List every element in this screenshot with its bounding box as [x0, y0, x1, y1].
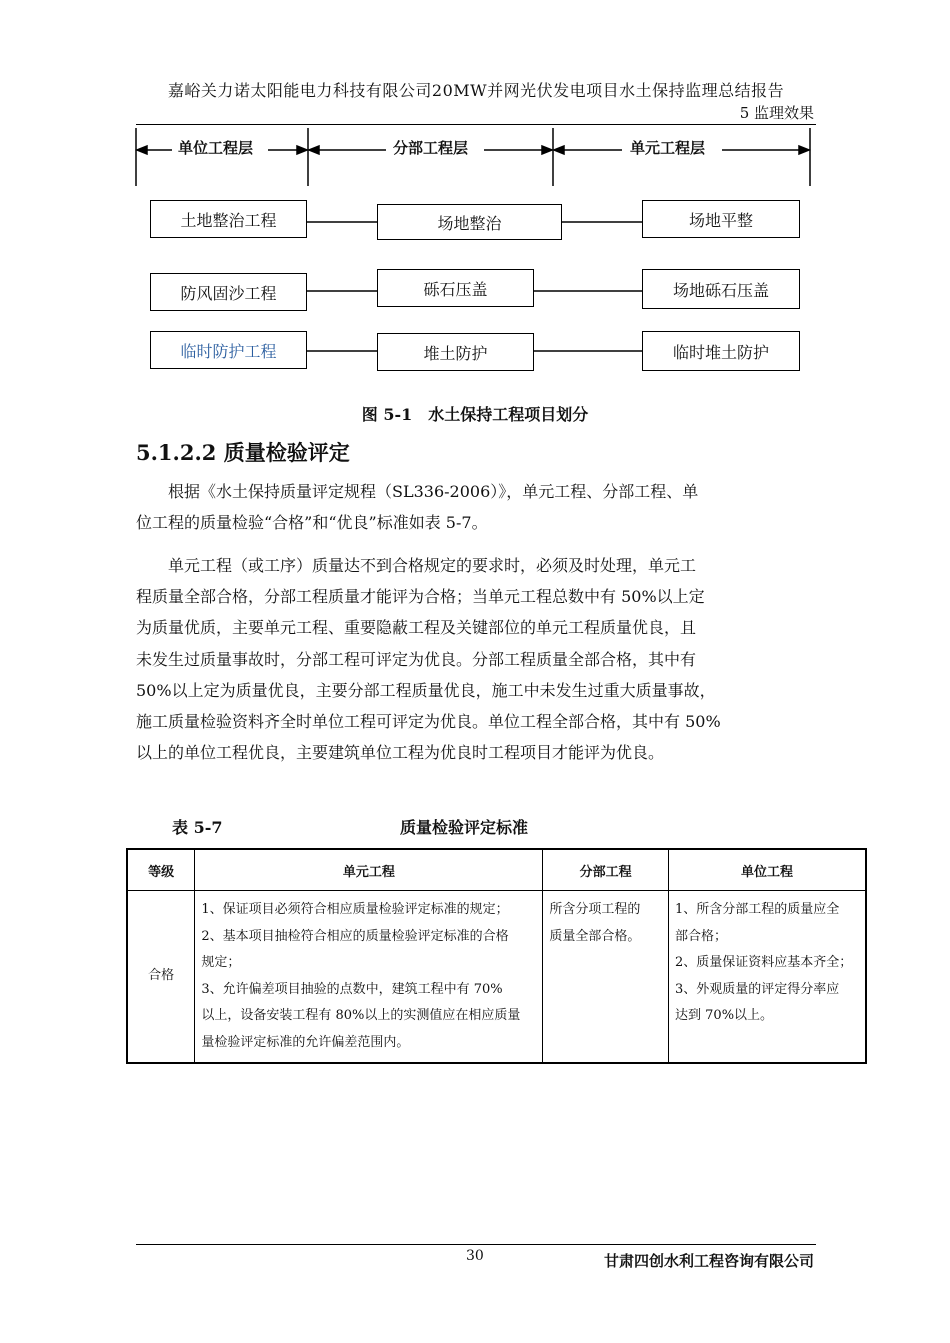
- header-division: 分部工程: [543, 849, 669, 891]
- box-unit-temporary-protection: 临时防护工程: [150, 331, 307, 369]
- paragraph-2: [136, 550, 816, 768]
- paragraph-line: 施工质量检验资料齐全时单位工程可评定为优良。单位工程全部合格，其中有 50%: [136, 712, 721, 732]
- cell-line: 3、外观质量的评定得分率应: [675, 981, 840, 997]
- box-element-site-leveling: 场地平整: [642, 200, 800, 238]
- table-label: 表 5-7: [172, 818, 223, 837]
- cell-division: [543, 891, 669, 1064]
- box-unit-land-improvement: 土地整治工程: [150, 200, 307, 238]
- paragraph-line: 程质量全部合格，分部工程质量才能评为合格；当单元工程总数中有 50%以上定: [136, 587, 705, 607]
- cell-line: 2、基本项目抽检符合相应的质量检验评定标准的合格: [201, 928, 509, 944]
- table-title: 质量检验评定标准: [400, 818, 529, 837]
- paragraph-line: 为质量优质，主要单元工程、重要隐蔽工程及关键部位的单元工程质量优良，且: [136, 618, 697, 638]
- cell-line: 所含分项工程的: [549, 902, 641, 917]
- cell-line: 以上，设备安装工程有 80%以上的实测值应在相应质量: [201, 1008, 521, 1023]
- chapter-label: 5 监理效果: [739, 104, 814, 122]
- cell-line: 量检验评定标准的允许偏差范围内。: [201, 1034, 410, 1050]
- page-number: 30: [466, 1248, 484, 1264]
- header-unit: 单位工程: [669, 849, 866, 891]
- cell-line: 2、质量保证资料应基本齐全；: [675, 955, 853, 970]
- section-heading: 5.1.2.2 质量检验评定: [136, 440, 350, 465]
- figure-caption: 图 5-1 水土保持工程项目划分: [361, 405, 589, 424]
- cell-line: 3、允许偏差项目抽验的点数中，建筑工程中有 70%: [201, 981, 503, 997]
- paragraph-line: 单元工程（或工序）质量达不到合格规定的要求时，必须及时处理，单元工: [136, 556, 697, 575]
- paragraph-line: 50%以上定为质量优良，主要分部工程质量优良，施工中未发生过重大质量事故，: [136, 680, 716, 700]
- box-division-soil-pile-protection: 堆土防护: [377, 333, 534, 371]
- layer-unit-label: 单位工程层: [178, 139, 254, 157]
- quality-standard-table: [126, 848, 867, 1064]
- box-division-site-rectification: 场地整治: [377, 204, 562, 240]
- table-row: [127, 891, 866, 1064]
- paragraph-line: 未发生过质量事故时，分部工程可评定为优良。分部工程质量全部合格，其中有: [136, 649, 697, 669]
- cell-level: 合格: [127, 891, 195, 1064]
- box-division-gravel-cover: 砾石压盖: [377, 269, 534, 307]
- cell-line: 规定；: [201, 955, 241, 970]
- footer-rule: [136, 1244, 816, 1245]
- cell-line: 1、保证项目必须符合相应质量检验评定标准的规定；: [201, 902, 509, 917]
- header-unit-element: 单元工程: [195, 849, 543, 891]
- report-title: 嘉峪关力诺太阳能电力科技有限公司20MW并网光伏发电项目水土保持监理总结报告: [167, 81, 785, 100]
- cell-line: 达到 70%以上。: [675, 1008, 774, 1023]
- layer-element-label: 单元工程层: [630, 139, 706, 157]
- table-header-row: [127, 849, 866, 891]
- paragraph-line: 以上的单位工程优良，主要建筑单位工程为优良时工程项目才能评为优良。: [136, 743, 665, 763]
- layer-division-label: 分部工程层: [393, 139, 469, 157]
- box-unit-windbreak-sand-fixation: 防风固沙工程: [150, 273, 307, 311]
- box-element-temp-soil-pile-protection: 临时堆土防护: [642, 331, 800, 371]
- cell-line: 1、所含分部工程的质量应全: [675, 902, 840, 917]
- paragraph-1: [136, 476, 816, 538]
- paragraph-line: 根据《水土保持质量评定规程（SL336-2006）》，单元工程、分部工程、单: [136, 482, 699, 501]
- cell-line: 部合格；: [675, 928, 728, 944]
- cell-unit: [669, 891, 866, 1064]
- footer-company: 甘肃四创水利工程咨询有限公司: [603, 1252, 814, 1270]
- header-level: 等级: [127, 849, 195, 891]
- cell-unit-element: [195, 891, 543, 1064]
- cell-line: 质量全部合格。: [549, 928, 641, 944]
- paragraph-line: 位工程的质量检验“合格”和“优良”标准如表 5-7。: [136, 513, 488, 533]
- box-element-site-gravel-cover: 场地砾石压盖: [642, 269, 800, 309]
